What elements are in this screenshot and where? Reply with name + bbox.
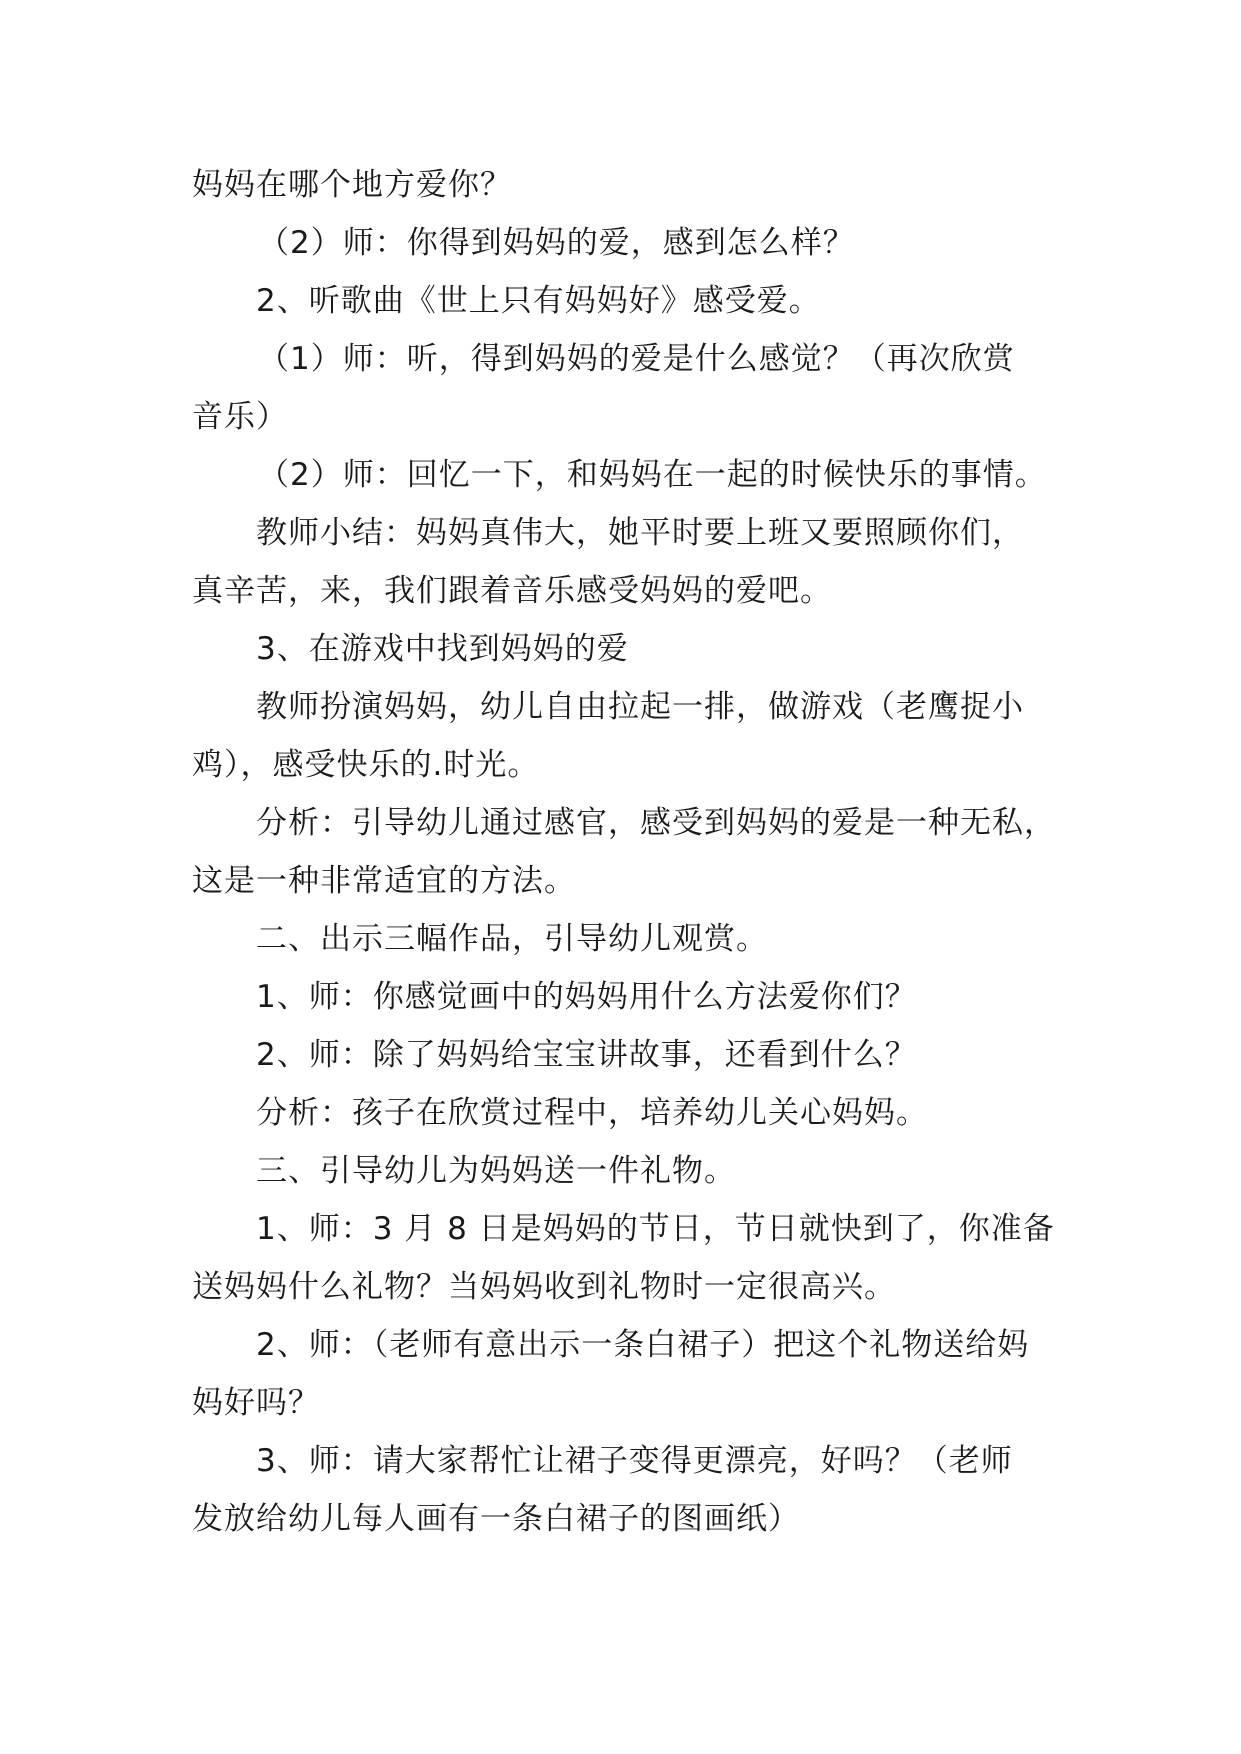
text-line: 妈好吗？: [192, 1385, 320, 1421]
text-line: 音乐）: [192, 399, 288, 435]
text-line: 三、引导幼儿为妈妈送一件礼物。: [256, 1153, 736, 1189]
text-line: 2、师：除了妈妈给宝宝讲故事，还看到什么？: [256, 1037, 917, 1073]
text-line: 这是一种非常适宜的方法。: [192, 863, 576, 899]
text-line: （2）师：你得到妈妈的爱，感到怎么样？: [258, 225, 855, 261]
text-line: 2、听歌曲《世上只有妈妈好》感受爱。: [256, 283, 821, 319]
text-line: 1、师：3 月 8 日是妈妈的节日，节日就快到了，你准备: [256, 1211, 1055, 1247]
text-line: 分析：引导幼儿通过感官，感受到妈妈的爱是一种无私，: [256, 805, 1056, 841]
text-line: 3、师：请大家帮忙让裙子变得更漂亮，好吗？（老师: [256, 1443, 1013, 1479]
text-line: 真辛苦，来，我们跟着音乐感受妈妈的爱吧。: [192, 573, 832, 609]
text-line: 发放给幼儿每人画有一条白裙子的图画纸）: [192, 1501, 800, 1537]
text-line: 教师小结：妈妈真伟大，她平时要上班又要照顾你们，: [256, 515, 1024, 551]
text-line: （1）师：听，得到妈妈的爱是什么感觉？（再次欣赏: [258, 341, 1015, 377]
text-line: 妈妈在哪个地方爱你？: [192, 167, 512, 203]
text-line: 1、师：你感觉画中的妈妈用什么方法爱你们？: [256, 979, 917, 1015]
text-line: 二、出示三幅作品，引导幼儿观赏。: [256, 921, 768, 957]
text-line: 2、师：（老师有意出示一条白裙子）把这个礼物送给妈: [256, 1327, 1030, 1363]
text-line: 教师扮演妈妈，幼儿自由拉起一排，做游戏（老鹰捉小: [256, 689, 1024, 725]
text-line: 鸡），感受快乐的.时光。: [192, 747, 540, 783]
text-line: 送妈妈什么礼物？当妈妈收到礼物时一定很高兴。: [192, 1269, 896, 1305]
text-line: 3、在游戏中找到妈妈的爱: [256, 631, 629, 667]
text-line: 分析：孩子在欣赏过程中，培养幼儿关心妈妈。: [256, 1095, 928, 1131]
text-line: （2）师：回忆一下，和妈妈在一起的时候快乐的事情。: [258, 457, 1047, 493]
